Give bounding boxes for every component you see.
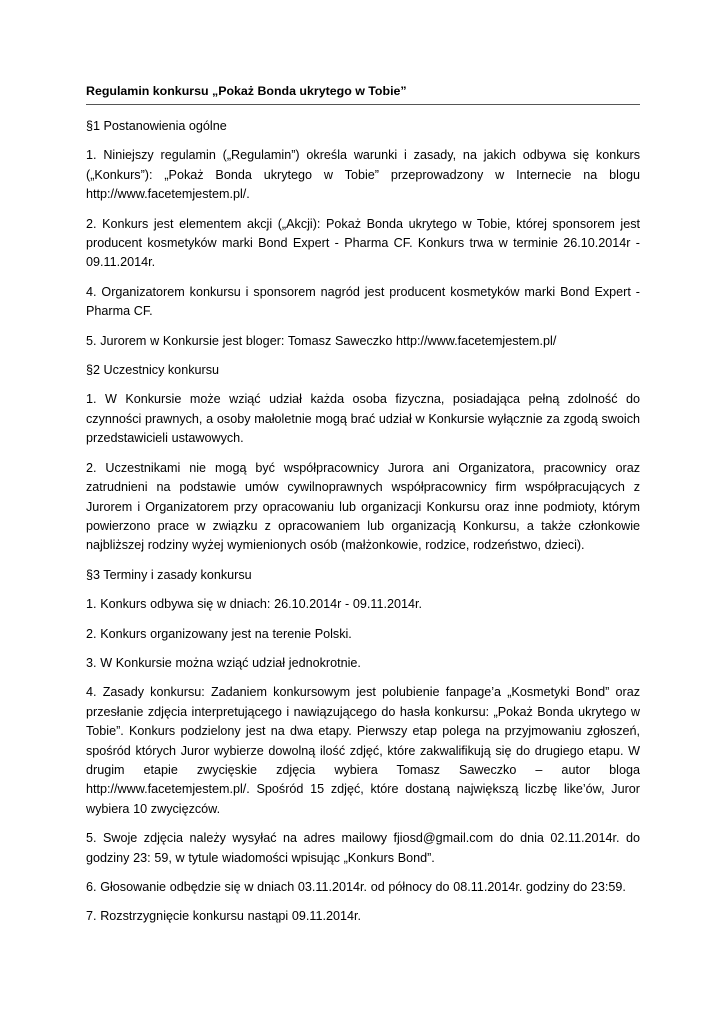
paragraph-3-1: 1. Konkurs odbywa się w dniach: 26.10.2014r - 09.11.2014r. — [86, 597, 423, 612]
paragraph-3-2: 2. Konkurs organizowany jest na terenie Polski. — [86, 626, 352, 641]
paragraph-1-5: 5. Jurorem w Konkursie jest bloger: Tomasz Saweczko http://www.facetemjestem.pl/ — [86, 333, 557, 348]
paragraph-2-2: 2. Uczestnikami nie mogą być współpracownicy Jurora ani Organizatora, pracownicy oraz zatrudnieni na podstawie umów cywilnoprawnych współpracownicy firm współpracujących z Jurorem i Organizatorem przy opracowaniu lub organizacji Konkursu oraz inne podmioty, którym powierzono prace w związku z opracowaniem lub organizacją Konkursu, a także członkowie najbliższej rodziny wyżej wymienionych osób (małżonkowie, rodzice, rodzeństwo, dzieci). — [86, 460, 640, 553]
document-page — [86, 82, 640, 927]
paragraph-3-6: 6. Głosowanie odbędzie się w dniach 03.11.2014r. od północy do 08.11.2014r. godziny do 23:59. — [86, 880, 626, 894]
section-heading-1: §1 Postanowienia ogólne — [86, 119, 227, 133]
document-title: Regulamin konkursu „Pokaż Bonda ukrytego w Tobie” — [86, 84, 407, 98]
paragraph-1-4: 4. Organizatorem konkursu i sponsorem nagród jest producent kosmetyków marki Bond Expert - Pharma CF. — [86, 284, 640, 319]
paragraph-3-4: 4. Zasady konkursu: Zadaniem konkursowym jest polubienie fanpage’a „Kosmetyki Bond” oraz przesłanie zdjęcia interpretującego i nawiązującego do hasła konkursu: „Pokaż Bonda ukrytego w Tobie”. Konkurs podzielony jest na dwa etapy. Pierwszy etap polega na przyjmowaniu zgłoszeń, spośród których Juror wybierze dowolną ilość zdjęć, które zakwalifikują się do drugiego etapu. W drugim etapie zwycięskie zdjęcia wybiera Tomasz Saweczko – autor bloga http://www.facetemjestem.pl/. Spośród 15 zdjęć, które dostaną największą liczbę like’ów, Juror wybiera 10 zwycięzców. — [86, 685, 640, 816]
paragraph-3-7: 7. Rozstrzygnięcie konkursu nastąpi 09.11.2014r. — [86, 909, 361, 924]
paragraph-1-2: 2. Konkurs jest elementem akcji („Akcji): Pokaż Bonda ukrytego w Tobie, której sponsorem jest producent kosmetyków marki Bond Expert - Pharma CF. Konkurs trwa w terminie 26.10.2014r - 09.11.2014r. — [86, 216, 640, 270]
paragraph-1-1: 1. Niniejszy regulamin („Regulamin”) określa warunki i zasady, na jakich odbywa się konkurs („Konkurs”): „Pokaż Bonda ukrytego w Tobie” przeprowadzony w Internecie na blogu http://www.facetemjestem.pl/. — [86, 148, 640, 202]
paragraph-2-1: 1. W Konkursie może wziąć udział każda osoba fizyczna, posiadająca pełną zdolność do czynności prawnych, a osoby małoletnie mogą brać udział w Konkursie wyłącznie za zgodą swoich przedstawicieli ustawowych. — [86, 392, 640, 446]
section-heading-3: §3 Terminy i zasady konkursu — [86, 567, 252, 582]
section-heading-2: §2 Uczestnicy konkursu — [86, 363, 219, 378]
title-divider — [86, 104, 640, 105]
paragraph-3-5: 5. Swoje zdjęcia należy wysyłać na adres mailowy fjiosd@gmail.com do dnia 02.11.2014r. do godziny 23: 59, w tytule wiadomości wpisując „Konkurs Bond”. — [86, 831, 640, 865]
paragraph-3-3: 3. W Konkursie można wziąć udział jednokrotnie. — [86, 655, 361, 670]
